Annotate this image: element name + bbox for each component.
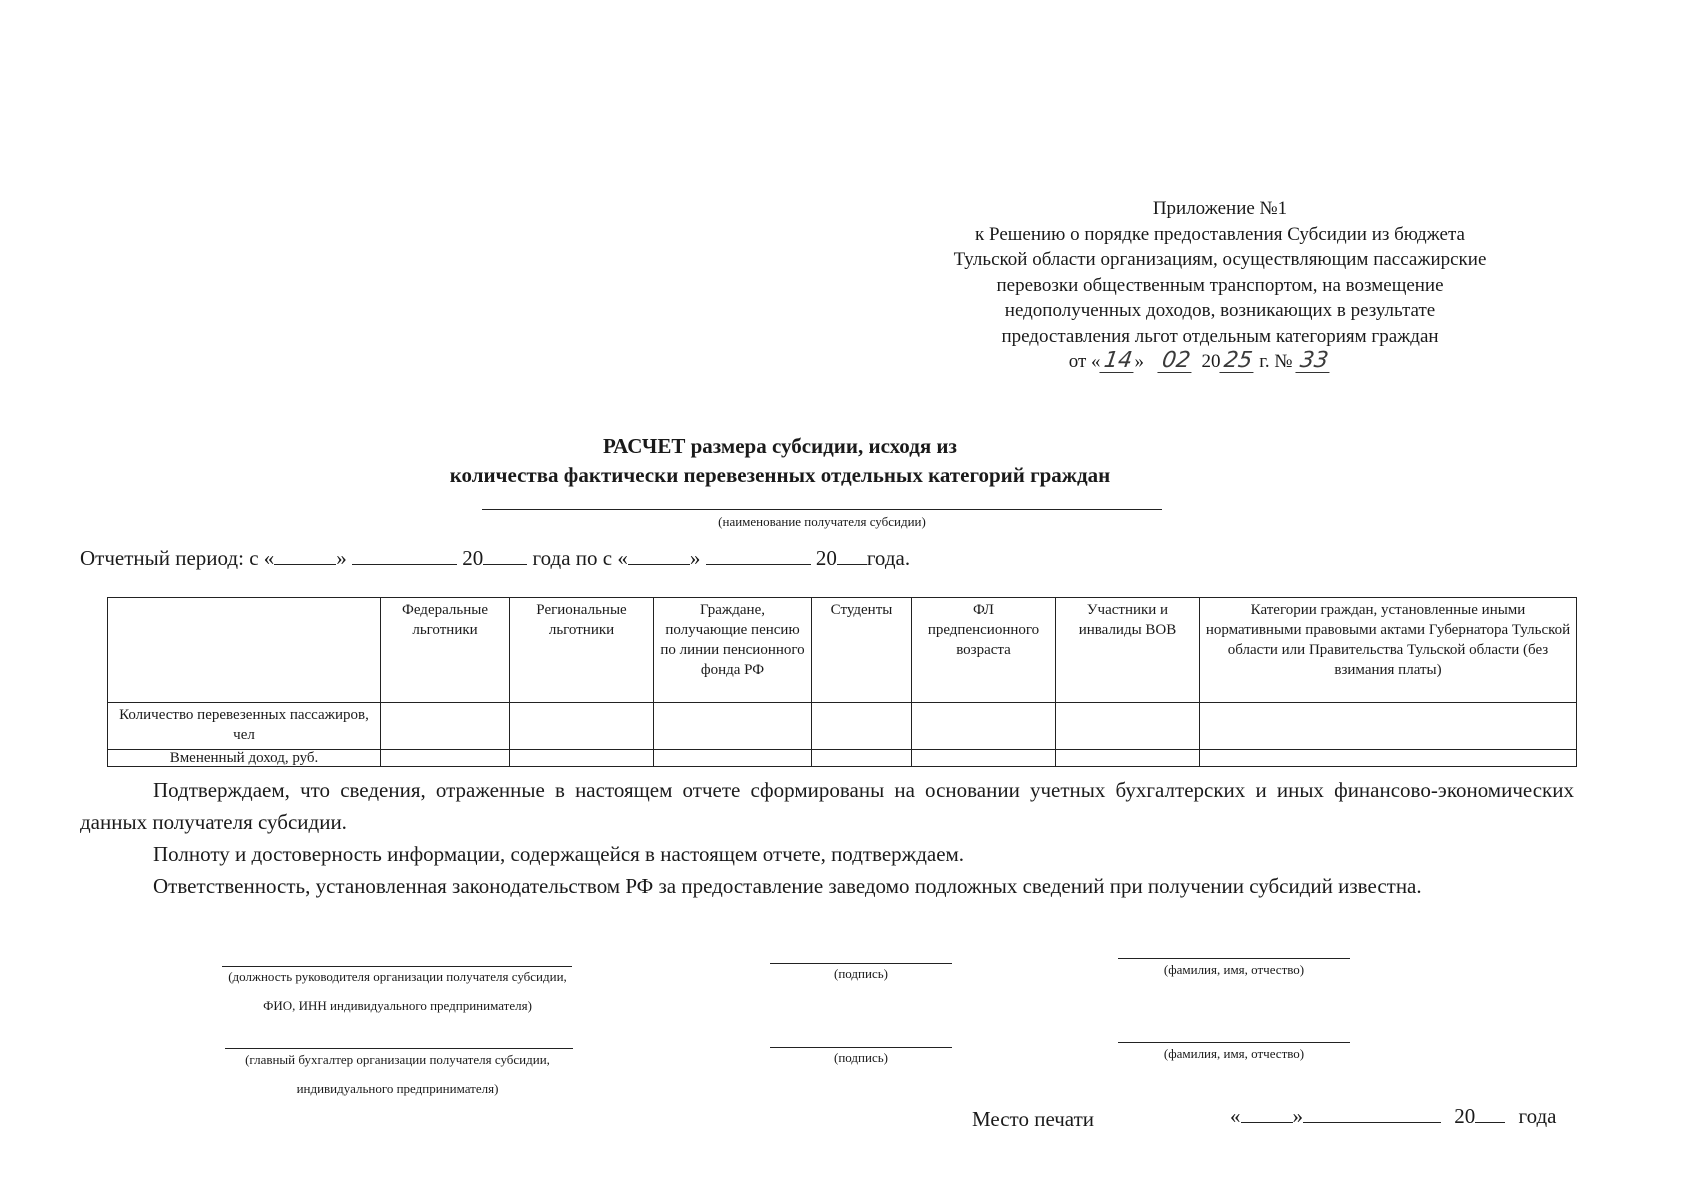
row-label: Вмененный доход, руб. — [108, 750, 381, 767]
table-header-cell: Региональные льготники — [510, 598, 654, 703]
accountant-name-line — [1118, 1042, 1350, 1043]
recipient-caption: (наименование получателя субсидии) — [718, 514, 926, 529]
title-line-1: РАСЧЕТ размера субсидии, исходя из — [603, 434, 957, 458]
table-row — [108, 750, 1577, 767]
final-year-suffix: года — [1518, 1104, 1557, 1128]
appendix-line: Тульской области организациям, осуществляющим пассажирские — [953, 249, 1487, 270]
document-title — [360, 432, 1200, 490]
final-day-blank — [1241, 1104, 1293, 1123]
head-signature-line — [770, 963, 952, 964]
period-year-blank-1 — [483, 546, 527, 565]
period-day-blank-2 — [628, 546, 690, 565]
period-label: Отчетный период: с « — [80, 546, 275, 570]
head-caption-2: ФИО, ИНН индивидуального предпринимателя) — [263, 998, 532, 1013]
head-name-line — [1118, 958, 1350, 959]
final-date-close: » — [1292, 1104, 1303, 1128]
period-year-1: 20 — [462, 546, 484, 570]
number-prefix: г. № — [1259, 351, 1293, 372]
appendix-date-line — [820, 349, 1580, 375]
period-middle: года по с « — [532, 546, 628, 570]
subsidy-table — [107, 597, 1577, 767]
head-caption-1: (должность руководителя организации получателя субсидии, — [228, 969, 567, 984]
table-header-row — [108, 598, 1577, 703]
accountant-signature-caption: (подпись) — [834, 1050, 888, 1065]
appendix-line: предоставления льгот отдельным категориям граждан — [1001, 325, 1439, 347]
table-header-cell: Студенты — [812, 598, 912, 703]
table-row — [108, 703, 1577, 750]
appendix-line: к Решению о порядке предоставления Субсидии из бюджета — [975, 223, 1465, 245]
accountant-caption-1: (главный бухгалтер организации получателя субсидии, — [245, 1052, 550, 1067]
table-cell — [1056, 750, 1200, 767]
period-end: года. — [866, 546, 911, 570]
stamp-place: Место печати — [972, 1107, 1095, 1131]
table-header-cell: Граждане, получающие пенсию по линии пенсионного фонда РФ — [654, 598, 812, 703]
table-cell — [812, 750, 912, 767]
handwritten-day: 14 — [1099, 350, 1136, 373]
table-cell — [1056, 703, 1200, 750]
recipient-name-line — [482, 509, 1162, 510]
confirmation-text — [80, 774, 1574, 902]
period-year-2: 20 — [815, 546, 837, 570]
period-quote-2: » — [689, 546, 701, 570]
period-day-blank-1 — [274, 546, 336, 565]
final-year: 20 — [1454, 1104, 1476, 1128]
period-quote-1: » — [336, 546, 347, 570]
confirmation-paragraph: Подтверждаем, что сведения, отраженные в настоящем отчете сформированы на основании учетных бухгалтерских и иных финансово-экономических данных получателя субсидии. — [80, 778, 1574, 834]
table-header-cell: Федеральные льготники — [381, 598, 510, 703]
table-cell — [654, 750, 812, 767]
appendix-line: перевозки общественным транспортом, на возмещение — [996, 274, 1444, 296]
table-cell — [1200, 750, 1577, 767]
table-cell — [381, 750, 510, 767]
final-date-open: « — [1230, 1104, 1241, 1128]
table-header-cell: Участники и инвалиды ВОВ — [1056, 598, 1200, 703]
appendix-header — [860, 196, 1580, 375]
appendix-title: Приложение №1 — [1152, 198, 1288, 219]
handwritten-month: 02 — [1157, 350, 1194, 373]
table-cell — [510, 750, 654, 767]
appendix-line: недополученных доходов, возникающих в результате — [1004, 300, 1436, 321]
head-position-line — [222, 966, 572, 967]
table-cell — [381, 703, 510, 750]
period-month-blank-1 — [352, 546, 457, 565]
table-cell — [912, 750, 1056, 767]
head-signature-caption: (подпись) — [834, 966, 888, 981]
handwritten-number: 33 — [1296, 350, 1333, 373]
year-prefix: 20 — [1201, 351, 1221, 372]
row-label: Количество перевезенных пассажиров, чел — [108, 703, 381, 750]
table-header-cell — [108, 598, 381, 703]
date-after-day: » — [1134, 351, 1145, 372]
handwritten-year: 25 — [1219, 350, 1256, 373]
table-cell — [912, 703, 1056, 750]
table-cell — [510, 703, 654, 750]
accountant-position-line — [225, 1048, 573, 1049]
table-header-cell: Категории граждан, установленные иными нормативными правовыми актами Губернатора Тульской области или Правительства Тульской области (без взимания платы) — [1200, 598, 1577, 703]
table-cell — [812, 703, 912, 750]
final-month-blank — [1303, 1104, 1441, 1123]
accountant-name-caption: (фамилия, имя, отчество) — [1163, 1046, 1305, 1061]
table-cell — [1200, 703, 1577, 750]
table-cell — [654, 703, 812, 750]
confirmation-paragraph: Ответственность, установленная законодательством РФ за предоставление заведомо подложных сведений при получении субсидий известна. — [153, 874, 1422, 898]
accountant-caption-2: индивидуального предпринимателя) — [296, 1081, 499, 1096]
period-year-blank-2 — [837, 546, 867, 565]
head-name-caption: (фамилия, имя, отчество) — [1163, 962, 1305, 977]
final-year-blank — [1475, 1104, 1505, 1123]
title-line-2: количества фактически перевезенных отдельных категорий граждан — [449, 463, 1111, 487]
final-date — [1230, 1104, 1557, 1129]
confirmation-paragraph: Полноту и достоверность информации, содержащейся в настоящем отчете, подтверждаем. — [153, 842, 965, 866]
accountant-signature-line — [770, 1047, 952, 1048]
date-prefix: от « — [1068, 351, 1101, 372]
period-month-blank-2 — [706, 546, 811, 565]
table-header-cell: ФЛ предпенсионного возраста — [912, 598, 1056, 703]
reporting-period — [80, 546, 910, 571]
